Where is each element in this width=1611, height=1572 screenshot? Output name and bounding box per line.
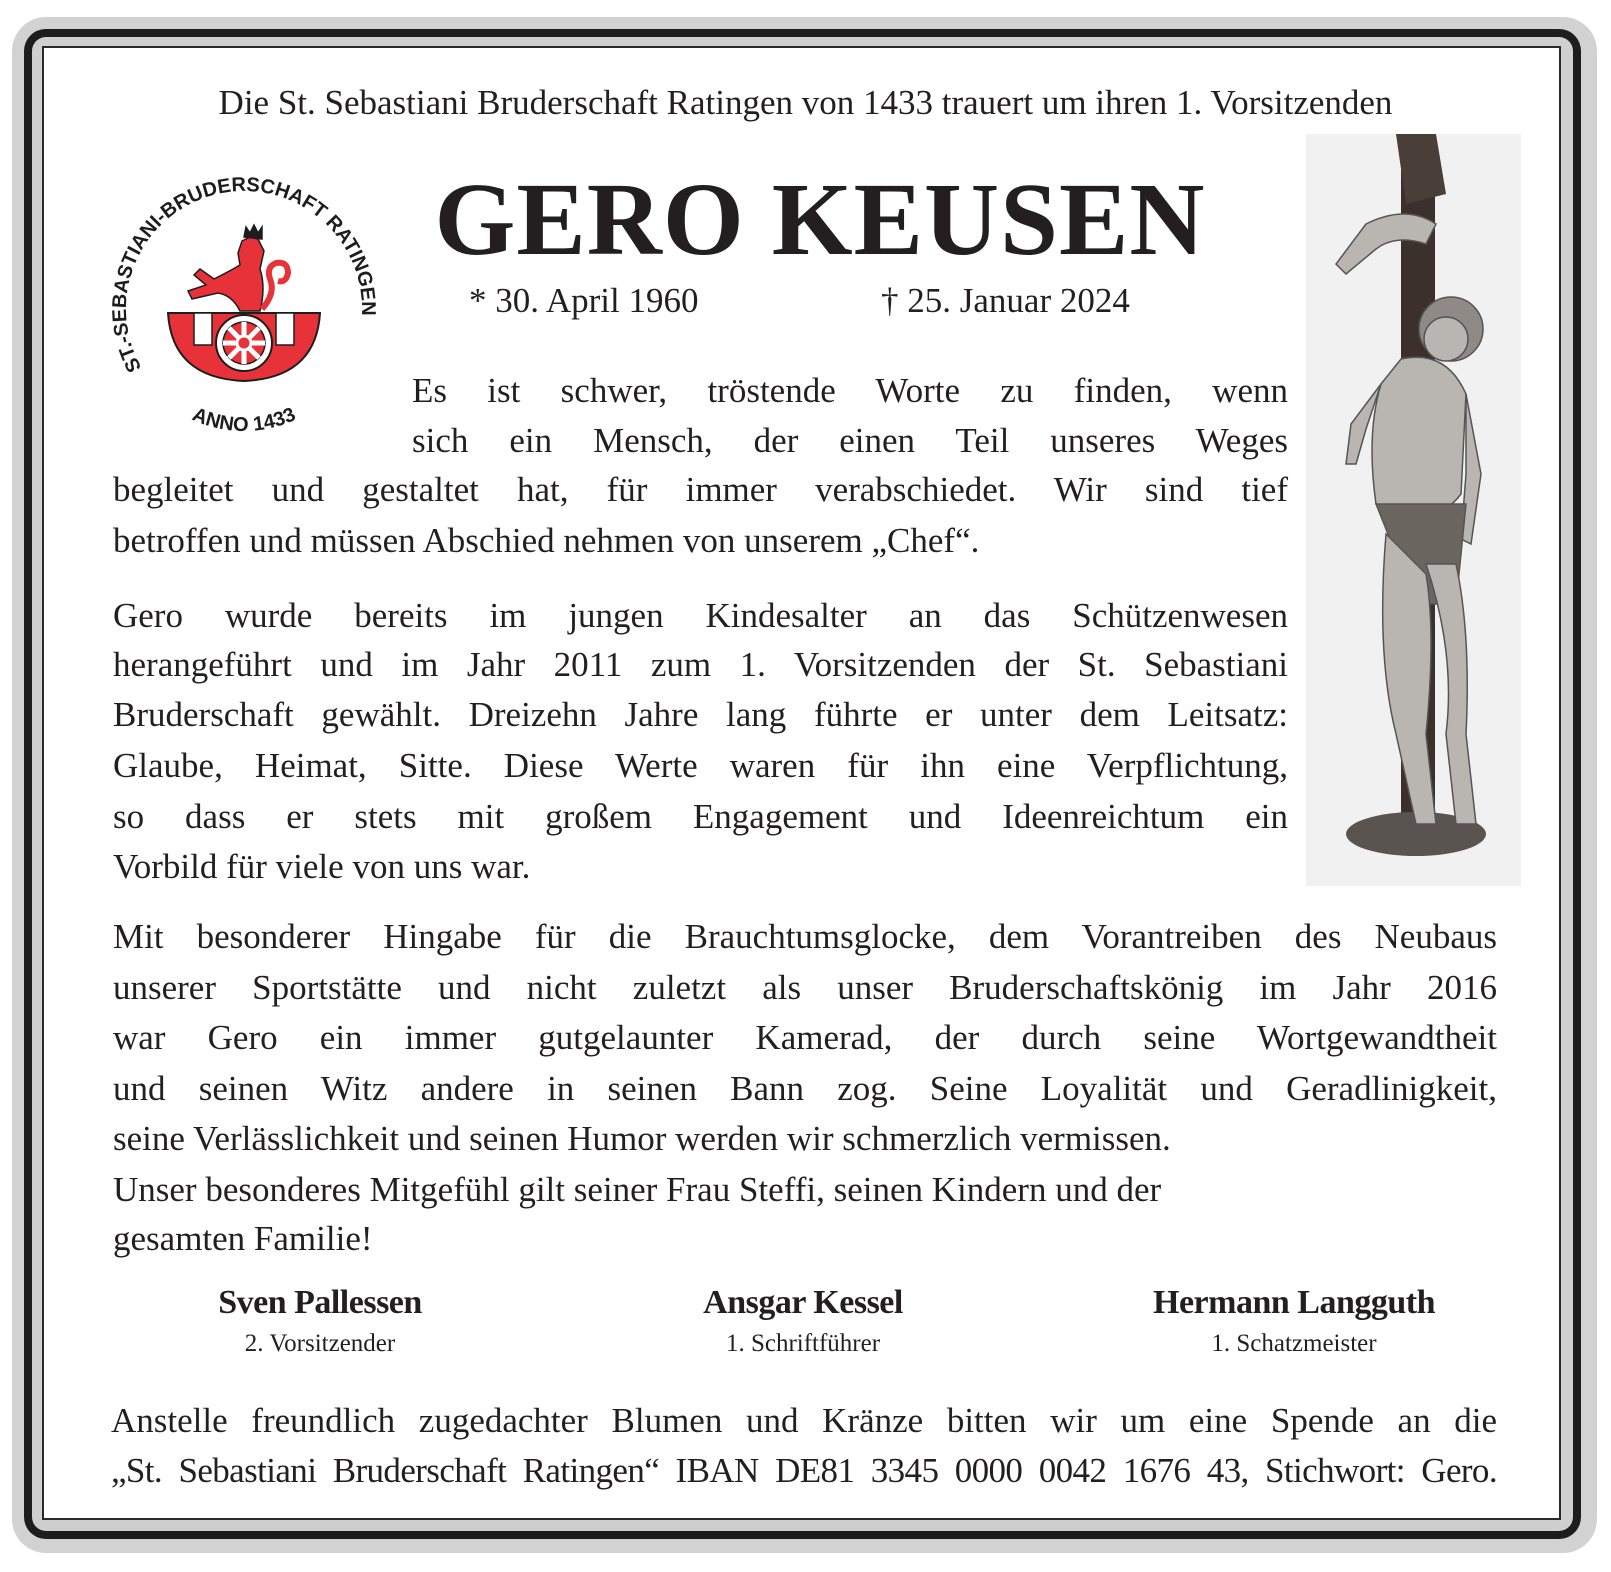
lion-icon (188, 225, 288, 311)
wheel-icon (216, 315, 272, 371)
paragraph-2-line: Gero wurde bereits im jungen Kindesalter an das Schützenwesen (113, 596, 1288, 635)
header-line: Die St. Sebastiani Bruderschaft Ratingen von 1433 trauert um ihren 1. Vorsitzenden (218, 83, 1393, 122)
paragraph-2-line: Glaube, Heimat, Sitte. Diese Werte waren für ihn eine Verpflichtung, (113, 746, 1288, 785)
paragraph-3-line: Mit besonderer Hingabe für die Brauchtumsglocke, dem Vorantreiben des Neubaus (113, 917, 1497, 956)
death-date: † 25. Januar 2024 (881, 281, 1130, 320)
signatory-name: Sven Pallessen (218, 1284, 422, 1321)
signatory-title: 1. Schatzmeister (1211, 1330, 1377, 1357)
paragraph-3-line: gesamten Familie! (113, 1219, 373, 1258)
paragraph-3-line: seine Verlässlichkeit und seinen Humor werden wir schmerzlich vermissen. (113, 1119, 1171, 1158)
donation-line: Anstelle freundlich zugedachter Blumen und Kränze bitten wir um eine Spende an die (111, 1401, 1497, 1440)
donation-line: „St. Sebastiani Bruderschaft Ratingen“ IBAN DE81 3345 0000 0042 1676 43, Stichwort: Gero. (111, 1451, 1497, 1490)
paragraph-1-line: begleitet und gestaltet hat, für immer verabschiedet. Wir sind tief (113, 470, 1288, 509)
paragraph-2-line: Bruderschaft gewählt. Dreizehn Jahre lang führte er unter dem Leitsatz: (113, 695, 1288, 734)
paragraph-2-line: herangeführt und im Jahr 2011 zum 1. Vorsitzenden der St. Sebastiani (113, 645, 1288, 684)
logo-ring-text: ST.-SEBASTIANI-BRUDERSCHAFT RATINGEN (108, 173, 380, 376)
logo-anno-text: ANNO 1433 (189, 403, 299, 437)
paragraph-3-line: Unser besonderes Mitgefühl gilt seiner Frau Steffi, seinen Kindern und der (113, 1170, 1162, 1209)
paragraph-1-line: sich ein Mensch, der einen Teil unseres Weges (412, 421, 1288, 460)
signatory-name: Ansgar Kessel (703, 1284, 903, 1321)
paragraph-3-line: und seinen Witz andere in seinen Bann zog. Seine Loyalität und Geradlinigkeit, (113, 1069, 1497, 1108)
signatory-title: 2. Vorsitzender (244, 1330, 396, 1357)
signatory-title: 1. Schriftführer (725, 1330, 881, 1357)
brotherhood-logo (108, 173, 380, 445)
deceased-name: GERO KEUSEN (434, 162, 1206, 277)
paragraph-2-line: so dass er stets mit großem Engagement und Ideenreichtum ein (113, 797, 1288, 836)
birth-date: * 30. April 1960 (469, 281, 699, 320)
paragraph-1-line: Es ist schwer, tröstende Worte zu finden, wenn (412, 371, 1288, 410)
paragraph-1-line: betroffen und müssen Abschied nehmen von unserem „Chef“. (113, 521, 980, 560)
svg-text:ANNO 1433 (189, 403, 299, 436)
saint-sebastian-statue-image (1306, 134, 1521, 886)
paragraph-2-line: Vorbild für viele von uns war. (113, 847, 531, 886)
paragraph-3-line: war Gero ein immer gutgelaunter Kamerad, der durch seine Wortgewandtheit (113, 1018, 1497, 1057)
signatory-name: Hermann Langguth (1153, 1284, 1435, 1321)
paragraph-3-line: unserer Sportstätte und nicht zuletzt als unser Bruderschaftskönig im Jahr 2016 (113, 968, 1497, 1007)
